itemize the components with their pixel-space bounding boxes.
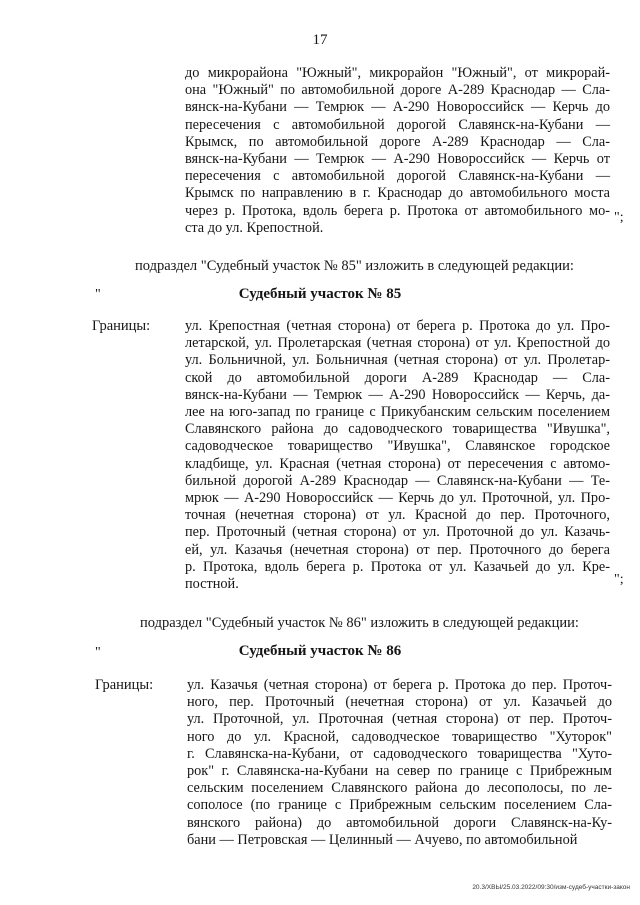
text-line: вянск-на-Кубани — Темрюк — А-290 Новороссийск — Керчь до bbox=[185, 99, 610, 116]
text-line: пересечения с автомобильной дорогой Славянск-на-Кубани — bbox=[185, 168, 610, 185]
text-line: г. Славянска-на-Кубани, от садоводческого товарищества "Хуто- bbox=[187, 745, 612, 762]
section-85-heading: Судебный участок № 85 bbox=[238, 286, 402, 302]
text-line: вянск-на-Кубани — Темрюк — А-290 Новороссийск — Керчь от bbox=[185, 151, 610, 168]
text-line: точная (нечетная сторона) от ул. Красной до пер. Проточного, bbox=[185, 507, 610, 524]
page-number: 17 bbox=[312, 32, 328, 48]
text-line: ного, пер. Проточный (нечетная сторона) от ул. Казачьей до bbox=[187, 694, 612, 711]
section-85-intro: подраздел "Судебный участок № 85" изложить в следующей редакции: bbox=[135, 258, 574, 274]
text-line: ской до автомобильной дороги А-289 Краснодар — Сла- bbox=[185, 369, 610, 386]
paragraph-continuation bbox=[185, 65, 610, 237]
text-line: лее на юго-запад по границе с Прикубанским сельским поселением bbox=[185, 404, 610, 421]
section-85-open-quote: " bbox=[95, 287, 101, 302]
text-line: через р. Протока, вдоль берега р. Протока от автомобильного мо- bbox=[185, 202, 610, 219]
text-line: ул. Крепостная (четная сторона) от берега р. Протока до ул. Про- bbox=[185, 318, 610, 334]
closing-quote-2: "; bbox=[614, 572, 624, 587]
text-line: летарской, ул. Пролетарская (четная сторона) от ул. Крепостной до bbox=[185, 335, 610, 352]
text-line: р. Протока, вдоль берега р. Протока от ул. Казачьей до ул. Кре- bbox=[185, 558, 610, 575]
text-line: рок" г. Славянска-на-Кубани на север по границе с Прибрежным bbox=[187, 763, 612, 780]
text-line: кладбище, ул. Красная (четная сторона) от пересечения с автомо- bbox=[185, 455, 610, 472]
section-86-boundaries bbox=[187, 677, 612, 849]
text-line: пересечения с автомобильной дорогой Славянск-на-Кубани — bbox=[185, 116, 610, 133]
text-line: сополосе (по границе с Прибрежным сельским поселением Сла- bbox=[187, 797, 612, 814]
text-line: Крымск, по автомобильной дороге А-289 Краснодар — Сла- bbox=[185, 133, 610, 150]
section-86-heading: Судебный участок № 86 bbox=[238, 643, 402, 659]
document-footer: 20.3/ХВЫ/25.03.2022/09:30/изм-судеб-участки-закон bbox=[472, 884, 630, 891]
text-line: ста до ул. Крепостной. bbox=[185, 219, 324, 236]
text-line: бани — Петровская — Целинный — Ачуево, по автомобильной bbox=[187, 831, 578, 848]
text-line: сельским поселением Славянского района до лесополосы, по ле- bbox=[187, 780, 612, 797]
text-line: до микрорайона "Южный", микрорайон "Южный", от микрорай- bbox=[185, 65, 610, 81]
text-line: ного до ул. Красной, садоводческое товарищество "Хуторок" bbox=[187, 728, 612, 745]
section-86-label: Границы: bbox=[95, 677, 154, 693]
text-line: ул. Больничной, ул. Больничная (четная сторона) от ул. Пролетар- bbox=[185, 352, 610, 369]
section-85-label: Границы: bbox=[92, 318, 151, 334]
closing-quote-1: "; bbox=[614, 210, 624, 225]
text-line: ей, ул. Казачья (нечетная сторона) от пер. Проточного до берега bbox=[185, 541, 610, 558]
section-85-boundaries bbox=[185, 318, 610, 593]
section-86-open-quote: " bbox=[95, 645, 101, 660]
text-line: садоводческое товарищество "Ивушка", Славянское городское bbox=[185, 438, 610, 455]
text-line: ул. Проточной, ул. Проточная (четная сторона) от пер. Проточ- bbox=[187, 711, 612, 728]
text-line: она "Южный" по автомобильной дороге А-289 Краснодар — Сла- bbox=[185, 82, 610, 99]
text-line: Славянского района до садоводческого товарищества "Ивушка", bbox=[185, 421, 610, 438]
text-line: бильной дорогой А-289 Краснодар — Славянск-на-Кубани — Те- bbox=[185, 472, 610, 489]
text-line: вянск-на-Кубани — Темрюк — А-290 Новороссийск — Керчь, да- bbox=[185, 386, 610, 403]
text-line: мрюк — А-290 Новороссийск — Керчь до ул. Проточной, ул. Про- bbox=[185, 490, 610, 507]
text-line: Крымск по направлению в г. Краснодар до автомобильного моста bbox=[185, 185, 610, 202]
text-line: постной. bbox=[185, 576, 239, 593]
text-line: пер. Проточный (четная сторона) от ул. Проточной до ул. Казачь- bbox=[185, 524, 610, 541]
section-86-intro: подраздел "Судебный участок № 86" изложить в следующей редакции: bbox=[140, 615, 579, 631]
text-line: вянского района) до автомобильной дороги Славянск-на-Ку- bbox=[187, 814, 612, 831]
text-line: ул. Казачья (четная сторона) от берега р. Протока до пер. Проточ- bbox=[187, 677, 612, 693]
